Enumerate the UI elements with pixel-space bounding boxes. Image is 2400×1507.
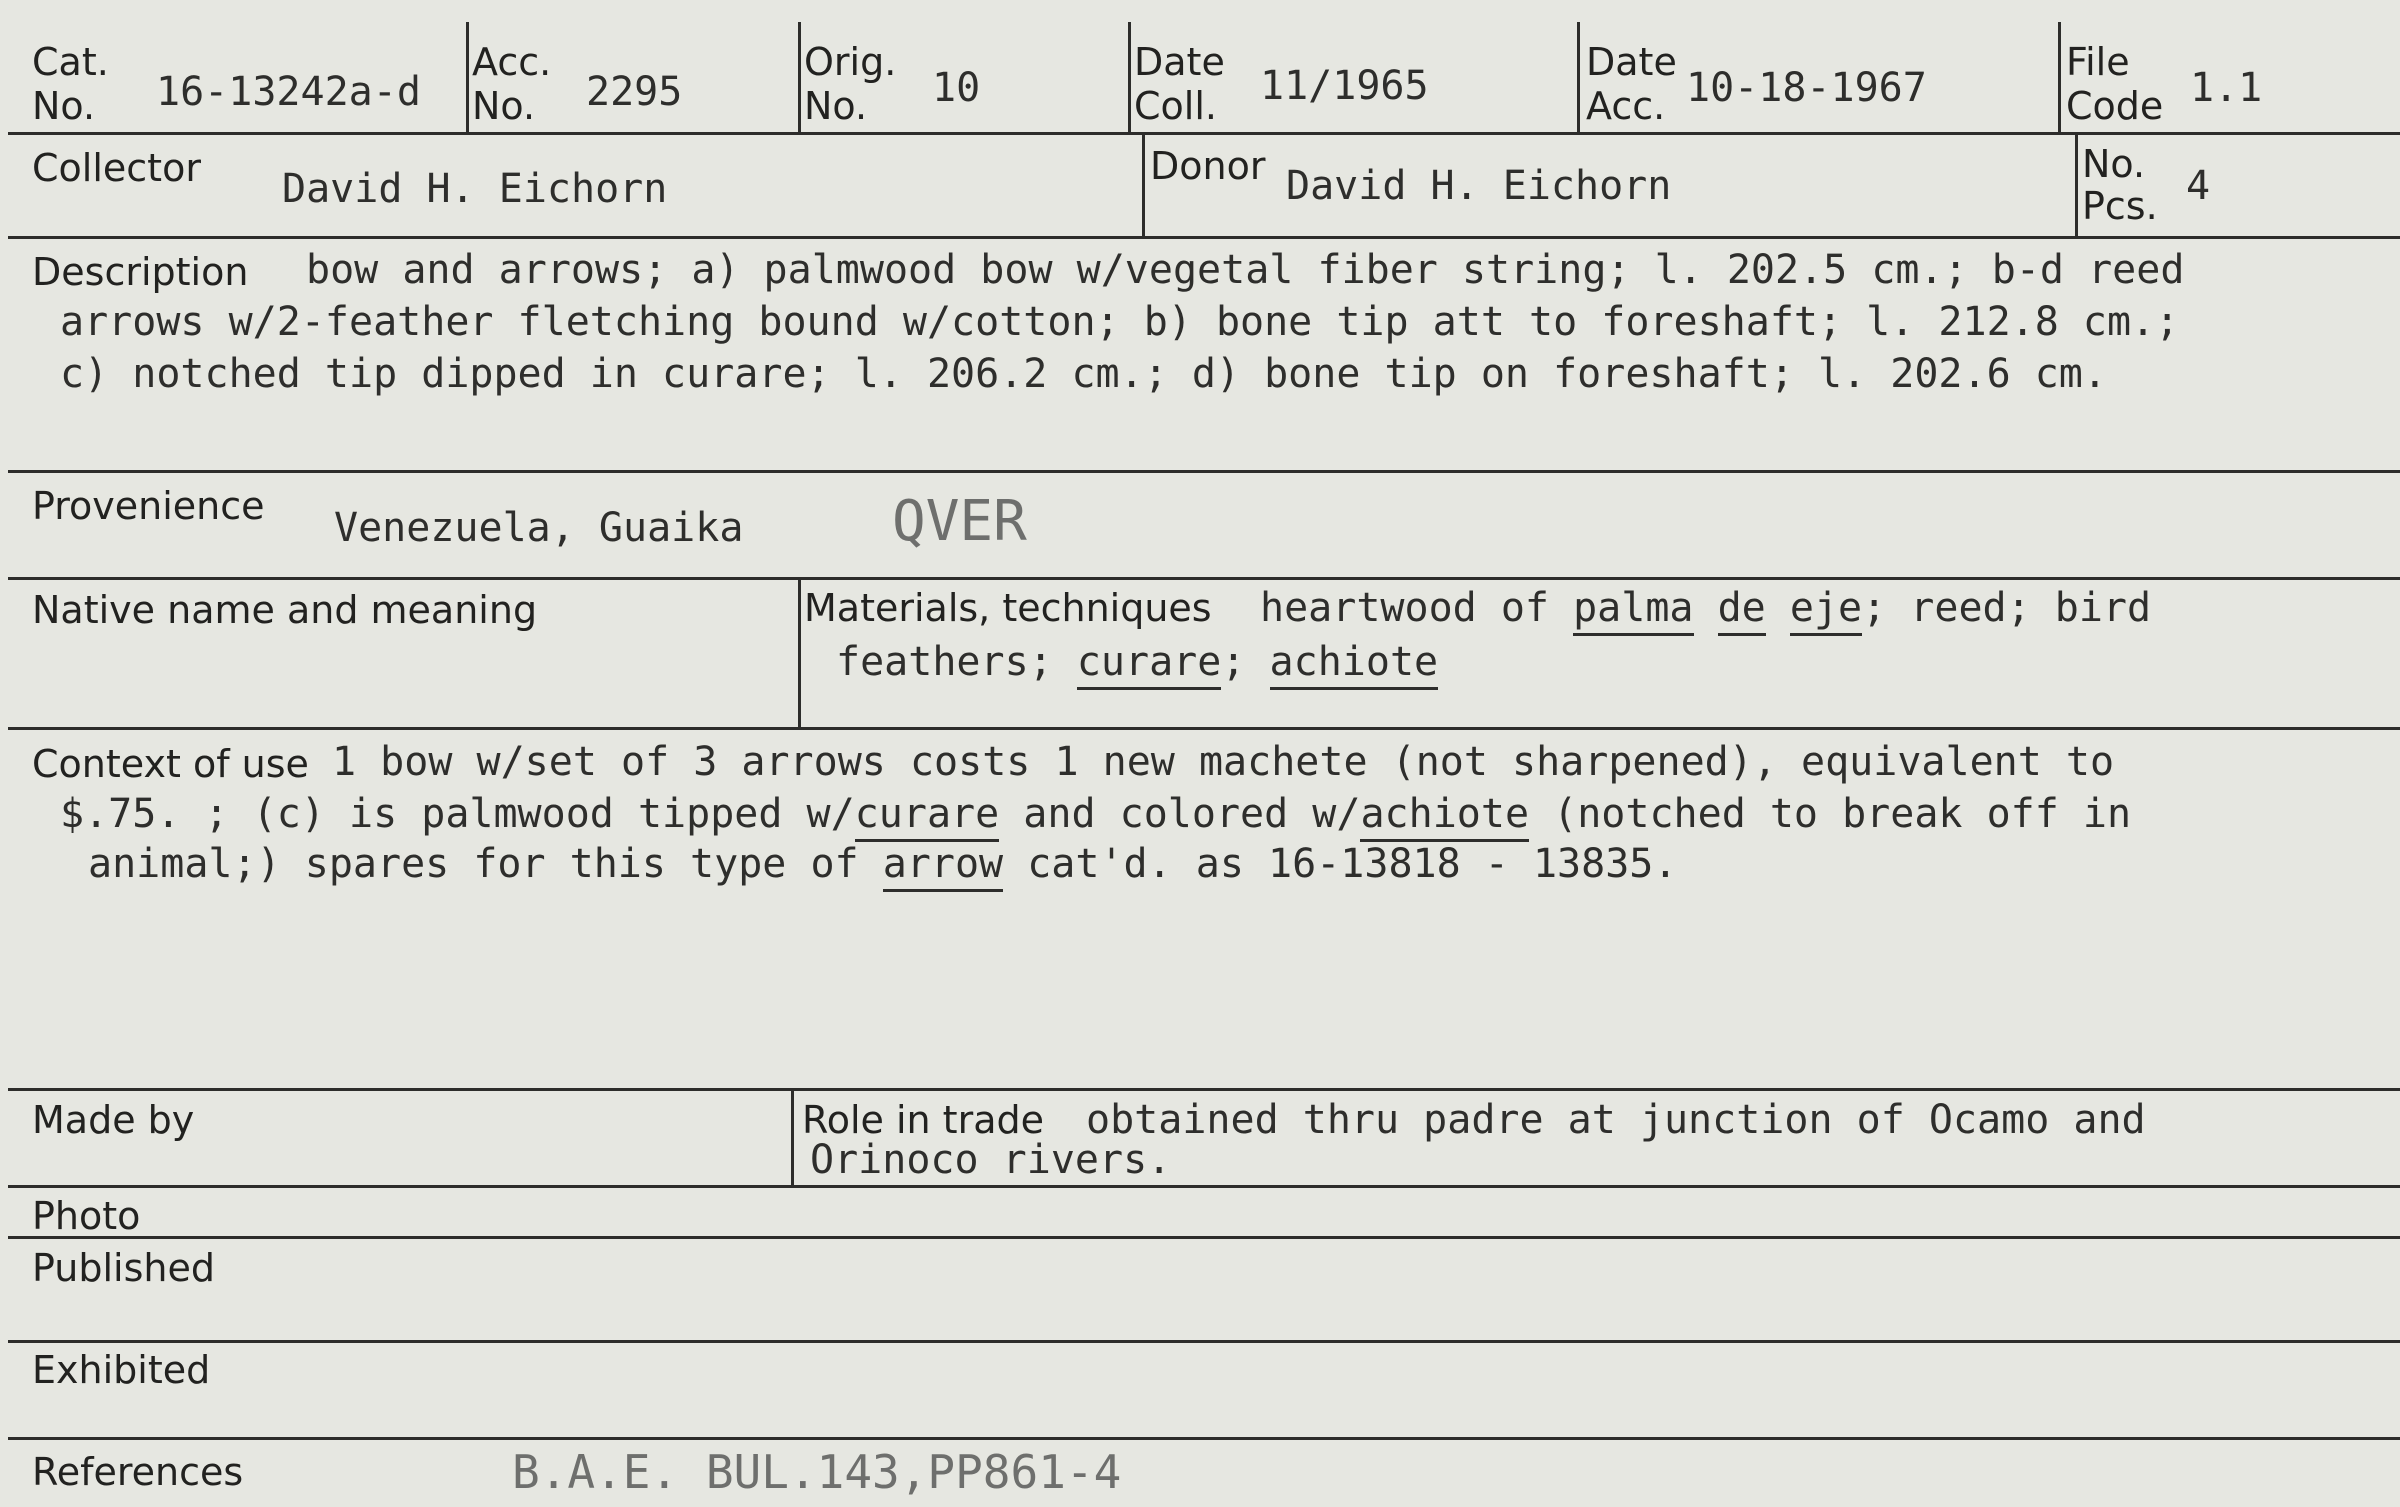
description-line-2: arrows w/2-feather fletching bound w/cotton; b) bone tip att to foreshaft; l. 212.8 cm.; — [60, 299, 2180, 345]
rule-v-acc — [798, 22, 801, 134]
cat-label-no: No. — [32, 84, 96, 128]
orig-label-no: No. — [804, 84, 868, 128]
pcs-label-pcs: Pcs. — [2082, 184, 2158, 228]
rule-context-bottom — [8, 1088, 2400, 1091]
orig-label: Orig. — [804, 40, 897, 84]
native-name-label: Native name and meaning — [32, 588, 538, 632]
date-accessioned: 10-18-1967 — [1686, 65, 1927, 111]
date-acc-label-acc: Acc. — [1586, 84, 1666, 128]
rule-header-bottom — [8, 132, 2400, 135]
context-line-2 — [60, 788, 2131, 840]
references-label: References — [32, 1450, 244, 1494]
materials-line-2 — [836, 636, 1438, 688]
context-curare: curare — [855, 791, 1000, 842]
materials-line-1 — [1260, 582, 2151, 634]
context-achiote: achiote — [1360, 791, 1529, 842]
rule-v-materials — [798, 579, 801, 729]
collector-label: Collector — [32, 146, 201, 190]
rule-trade-bottom — [8, 1185, 2400, 1188]
context-text-5: cat'd. as 16-13818 - 13835. — [1003, 841, 1678, 887]
materials-feathers: feathers; — [836, 639, 1053, 685]
rule-photo-bottom — [8, 1236, 2400, 1239]
pcs-label: No. — [2082, 142, 2146, 186]
rule-provenience-bottom — [8, 577, 2400, 580]
file-label: File — [2066, 40, 2130, 84]
acc-number: 2295 — [586, 69, 683, 115]
context-line-3 — [88, 838, 1677, 890]
context-text-2: and colored w/ — [999, 791, 1361, 837]
orig-number: 10 — [932, 65, 981, 111]
rule-v-orig — [1128, 22, 1131, 134]
provenience-label: Provenience — [32, 484, 265, 528]
rule-v-pcs — [2075, 134, 2078, 238]
rule-exhibited-bottom — [8, 1437, 2400, 1440]
pieces-count: 4 — [2186, 163, 2211, 209]
context-label: Context of use — [32, 742, 309, 786]
exhibited-label: Exhibited — [32, 1348, 211, 1392]
rule-published-bottom — [8, 1340, 2400, 1343]
rule-v-donor — [1142, 134, 1145, 238]
overflow-stamp: QVER — [892, 489, 1027, 554]
acc-label-no: No. — [472, 84, 536, 128]
references-value: B.A.E. BUL.143,PP861-4 — [512, 1445, 1122, 1499]
materials-curare: curare — [1077, 639, 1222, 690]
rule-native-bottom — [8, 727, 2400, 730]
description-label: Description — [32, 250, 249, 294]
published-label: Published — [32, 1246, 215, 1290]
rule-v-trade — [791, 1090, 794, 1187]
acc-label: Acc. — [472, 40, 552, 84]
donor-name: David H. Eichorn — [1286, 163, 1672, 209]
description-line-3: c) notched tip dipped in curare; l. 206.2 cm.; d) bone tip on foreshaft; l. 202.6 cm. — [60, 351, 2107, 397]
trade-line-1: obtained thru padre at junction of Ocamo and — [1086, 1097, 2146, 1143]
date-collected: 11/1965 — [1260, 63, 1429, 109]
rule-collector-bottom — [8, 236, 2400, 239]
rule-v-dateacc — [2058, 22, 2061, 134]
cat-number: 16-13242a-d — [156, 69, 421, 115]
materials-palma: palma — [1573, 585, 1693, 636]
provenience-value: Venezuela, Guaika — [334, 505, 744, 551]
collector-name: David H. Eichorn — [282, 166, 668, 212]
context-text-4: animal;) spares for this type of — [88, 841, 883, 887]
date-coll-label: Date — [1134, 40, 1225, 84]
context-arrow: arrow — [883, 841, 1003, 892]
context-line-1: 1 bow w/set of 3 arrows costs 1 new machete (not sharpened), equivalent to — [332, 739, 2115, 785]
materials-label: Materials, techniques — [804, 586, 1212, 630]
context-text-3: (notched to break off in — [1529, 791, 2132, 837]
date-acc-label: Date — [1586, 40, 1677, 84]
date-coll-label-coll: Coll. — [1134, 84, 1217, 128]
trade-label: Role in trade — [802, 1098, 1044, 1142]
made-by-label: Made by — [32, 1098, 195, 1142]
file-label-code: Code — [2066, 84, 2164, 128]
materials-de: de — [1718, 585, 1766, 636]
materials-text-rest: ; reed; bird — [1862, 585, 2152, 631]
description-line-1: bow and arrows; a) palmwood bow w/vegetal fiber string; l. 202.5 cm.; b-d reed — [306, 247, 2185, 293]
donor-label: Donor — [1150, 144, 1266, 188]
photo-label: Photo — [32, 1194, 141, 1238]
materials-semicolon: ; — [1221, 639, 1246, 685]
rule-v-datecoll — [1577, 22, 1580, 134]
file-code: 1.1 — [2190, 65, 2263, 111]
rule-description-bottom — [8, 470, 2400, 473]
materials-eje: eje — [1790, 585, 1862, 636]
context-text: $.75. ; (c) is palmwood tipped w/ — [60, 791, 855, 837]
trade-line-2: Orinoco rivers. — [810, 1137, 1172, 1183]
cat-label: Cat. — [32, 40, 109, 84]
rule-v-cat — [466, 22, 469, 134]
materials-achiote: achiote — [1270, 639, 1439, 690]
materials-text: heartwood of — [1260, 585, 1549, 631]
